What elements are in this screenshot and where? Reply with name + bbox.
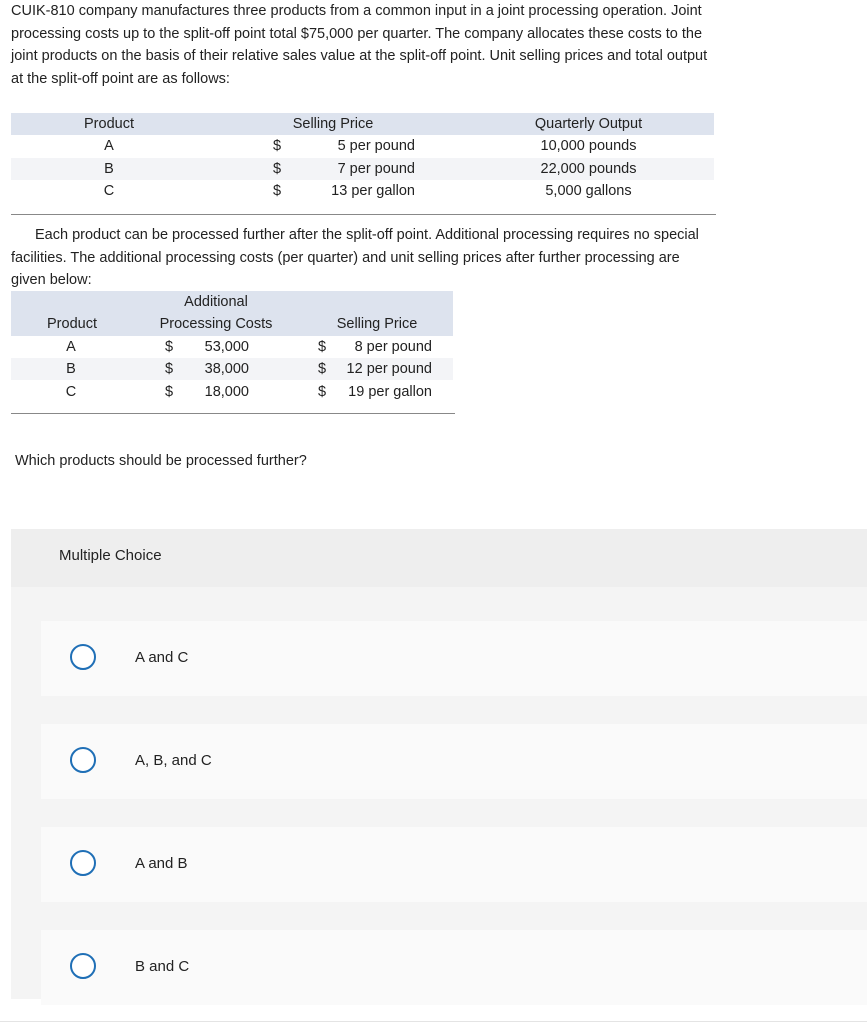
table-cell-currency: $ (318, 339, 327, 355)
column-header-additional: Additional (184, 294, 248, 310)
table-cell-price: 13 per gallon (331, 183, 415, 199)
table-cell-currency: $ (273, 138, 282, 154)
table-cell-currency: $ (273, 161, 282, 177)
table-cell-price: 12 per pound (346, 361, 432, 377)
table-cell-output: 5,000 gallons (545, 183, 632, 199)
column-header-processing-costs: Processing Costs (159, 316, 273, 332)
table-cell-product: C (65, 384, 77, 400)
column-header-selling-price: Selling Price (292, 116, 374, 132)
radio-button[interactable] (70, 953, 96, 979)
column-header-quarterly-output: Quarterly Output (534, 116, 643, 132)
answer-option[interactable] (41, 827, 867, 902)
multiple-choice-title: Multiple Choice (59, 547, 162, 564)
answer-option[interactable] (41, 621, 867, 696)
column-header-product: Product (84, 116, 134, 132)
table-cell-cost: 18,000 (204, 384, 249, 400)
table-cell-cost: 53,000 (204, 339, 249, 355)
table-cell-product: A (104, 138, 114, 154)
table-cell-product: A (66, 339, 76, 355)
answer-option-label: A and B (135, 855, 188, 872)
table-cell-output: 10,000 pounds (540, 138, 637, 154)
answer-option[interactable] (41, 724, 867, 799)
table-cell-product: B (104, 161, 114, 177)
table-cell-price: 19 per gallon (348, 384, 432, 400)
table-cell-currency: $ (318, 361, 327, 377)
table-cell-price: 5 per pound (337, 138, 415, 154)
divider (0, 1021, 867, 1022)
further-processing-paragraph: Each product can be processed further after the split-off point. Additional processing requires no special facilities. The additional processing costs (per quarter) and unit selling prices after further processing are given below: (11, 227, 699, 288)
table-cell-cost: 38,000 (204, 361, 249, 377)
radio-button[interactable] (70, 747, 96, 773)
table-cell-product: C (103, 183, 115, 199)
table-cell-currency: $ (165, 384, 174, 400)
multiple-choice-header (11, 529, 867, 587)
table-cell-output: 22,000 pounds (540, 161, 637, 177)
answer-option-label: A, B, and C (135, 752, 212, 769)
table-cell-currency: $ (273, 183, 282, 199)
table-cell-currency: $ (165, 361, 174, 377)
further-processing-table (11, 291, 455, 414)
column-header-selling-price: Selling Price (336, 316, 418, 332)
radio-button[interactable] (70, 850, 96, 876)
split-off-table (11, 113, 716, 215)
column-header-product: Product (47, 316, 97, 332)
answer-option-label: A and C (135, 649, 189, 666)
multiple-choice-panel (11, 529, 867, 999)
table-cell-price: 8 per pound (354, 339, 432, 355)
table-cell-price: 7 per pound (337, 161, 415, 177)
multiple-choice-options (11, 587, 867, 999)
table-cell-currency: $ (318, 384, 327, 400)
table-cell-currency: $ (165, 339, 174, 355)
question-intro: CUIK-810 company manufactures three products from a common input in a joint processing operation. Joint processing costs up to the split-off point total $75,000 per quarter. The company allocates these costs to the joint products on the basis of their relative sales value at the split-off point. Unit selling prices and total output at the split-off point are as follows: (11, 3, 708, 87)
question-prompt: Which products should be processed further? (15, 453, 307, 469)
table-cell-product: B (66, 361, 76, 377)
answer-option[interactable] (41, 930, 867, 1005)
answer-option-label: B and C (135, 958, 190, 975)
radio-button[interactable] (70, 644, 96, 670)
